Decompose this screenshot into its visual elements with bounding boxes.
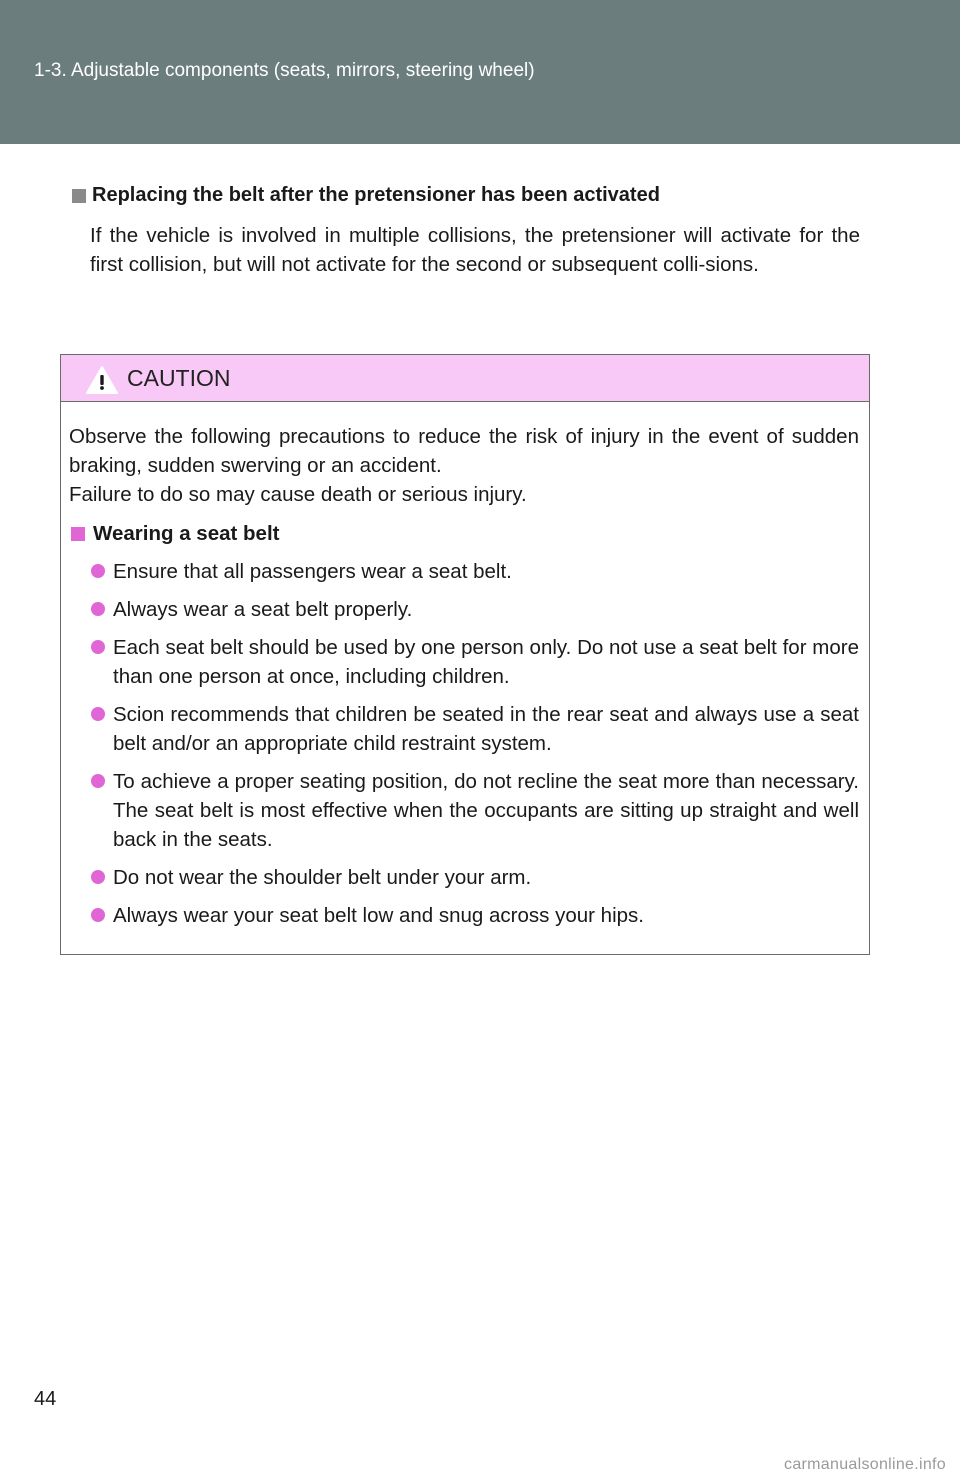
bullet-dot-icon (91, 870, 105, 884)
square-bullet-icon (71, 527, 85, 541)
square-bullet-icon (72, 189, 86, 203)
bullet-dot-icon (91, 908, 105, 922)
list-item (69, 595, 859, 624)
section-body: If the vehicle is involved in multiple collisions, the pretensioner will activate for the first collision, but will not activate for the second or subsequent colli-sions. (90, 224, 860, 276)
bullet-dot-icon (91, 707, 105, 721)
list-item-text: Scion recommends that children be seated in the rear seat and always use a seat belt and/or an appropriate child restraint system. (113, 703, 859, 755)
list-item (69, 901, 859, 930)
caution-body (61, 402, 869, 930)
warning-triangle-icon (85, 365, 119, 395)
list-item (69, 700, 859, 758)
caution-subheading (69, 519, 859, 548)
bullet-dot-icon (91, 640, 105, 654)
caution-header (61, 355, 869, 402)
list-item (69, 557, 859, 586)
bullet-dot-icon (91, 774, 105, 788)
list-item (69, 633, 859, 691)
list-item-text: To achieve a proper seating position, do not recline the seat more than necessary. The seat belt is most effective when the occupants are sitting up straight and well back in the seats. (113, 770, 859, 851)
section-heading (70, 184, 860, 207)
section-heading-text: Replacing the belt after the pretensioner has been activated (92, 184, 660, 206)
bullet-dot-icon (91, 602, 105, 616)
list-item-text: Always wear a seat belt properly. (113, 598, 413, 621)
list-item (69, 767, 859, 854)
bullet-dot-icon (91, 564, 105, 578)
watermark: carmanualsonline.info (784, 1456, 946, 1473)
caution-intro: Observe the following precautions to reduce the risk of injury in the event of sudden braking, sudden swerving or an accident. (69, 425, 859, 477)
chapter-title: 1-3. Adjustable components (seats, mirrors, steering wheel) (34, 60, 535, 81)
list-item-text: Do not wear the shoulder belt under your arm. (113, 866, 532, 889)
page-header (0, 0, 960, 144)
caution-box (60, 354, 870, 955)
info-section (70, 184, 860, 279)
caution-subheading-text: Wearing a seat belt (93, 522, 280, 545)
list-item (69, 863, 859, 892)
caution-intro-2: Failure to do so may cause death or serious injury. (69, 483, 527, 506)
list-item-text: Always wear your seat belt low and snug across your hips. (113, 904, 644, 927)
list-item-text: Each seat belt should be used by one person only. Do not use a seat belt for more than one person at once, including children. (113, 636, 859, 688)
page-number: 44 (34, 1388, 57, 1410)
caution-list (69, 557, 859, 930)
list-item-text: Ensure that all passengers wear a seat belt. (113, 560, 512, 583)
caution-title: CAUTION (127, 364, 231, 391)
